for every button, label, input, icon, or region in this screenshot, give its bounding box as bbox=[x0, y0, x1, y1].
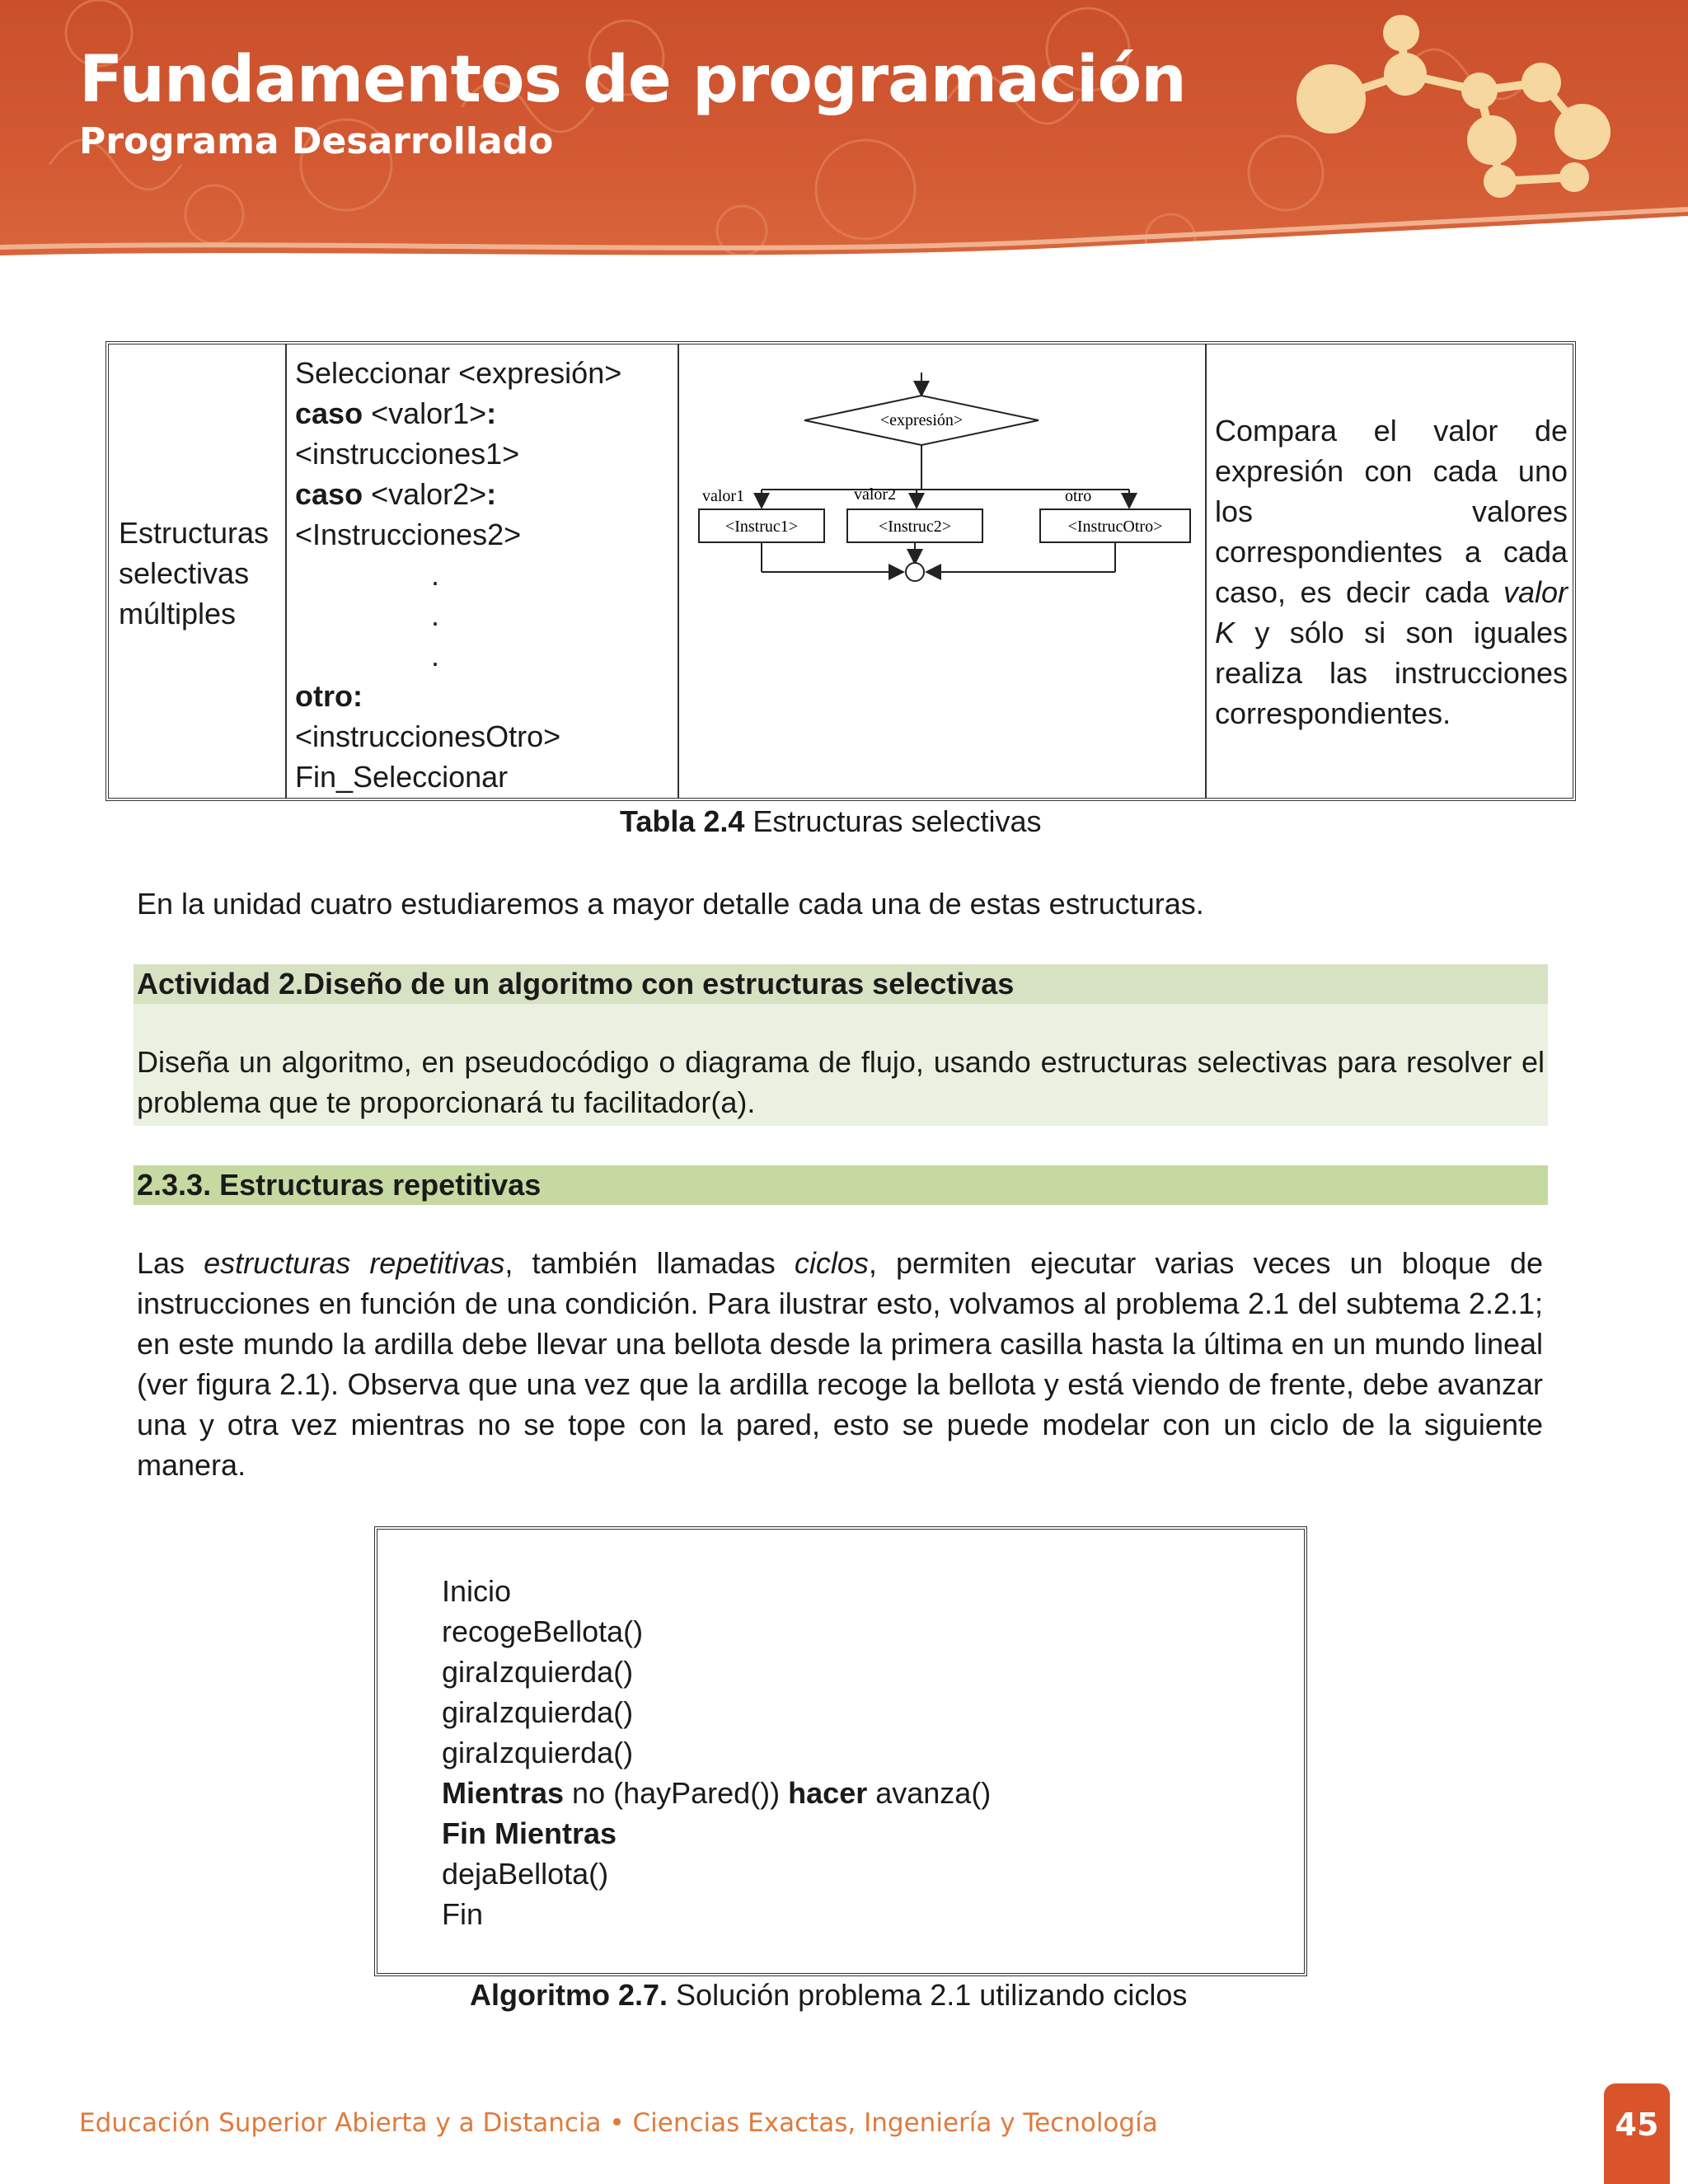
page-number: 45 bbox=[1615, 2107, 1659, 2143]
instruction-label: <Instruc1> bbox=[724, 518, 799, 536]
pseudo-dot: . bbox=[431, 558, 440, 592]
pseudo-line: <instruccionesOtro> bbox=[295, 719, 561, 753]
table-caption: Tabla 2.4 Estructuras selectivas bbox=[620, 804, 1042, 838]
footer-text: Educación Superior Abierta y a Distancia • Ciencias Exactas, Ingeniería y Tecnología bbox=[79, 2108, 1158, 2138]
table-cell-description bbox=[1207, 344, 1574, 798]
merge-node bbox=[906, 563, 924, 581]
algorithm-line: giraIzquierda() bbox=[442, 1736, 634, 1769]
activity-heading: Actividad 2.Diseño de un algoritmo con estructuras selectivas bbox=[134, 964, 1548, 1004]
section-heading: 2.3.3. Estructuras repetitivas bbox=[134, 1165, 1548, 1205]
cell-name-line: múltiples bbox=[119, 597, 237, 630]
molecule-icon bbox=[1296, 15, 1611, 198]
activity-body: Diseña un algoritmo, en pseudocódigo o diagrama de flujo, usando estructuras selectivas para resolver el problema que te proporcionará tu facilitador(a). bbox=[134, 1004, 1548, 1126]
table-cell-name bbox=[109, 344, 287, 798]
pseudo-line: Fin_Seleccionar bbox=[295, 760, 509, 794]
algorithm-line: dejaBellota() bbox=[442, 1857, 609, 1891]
pseudo-line: otro: bbox=[295, 679, 363, 713]
section-paragraph: Las estructuras repetitivas, también llamadas ciclos, permiten ejecutar varias veces un bloque de instrucciones en función de una condición. Para ilustrar esto, volvamos al problema 2.1 del subtema 2.2.1; en este mundo la ardilla debe llevar una bellota desde la primera casilla hasta la última en un mundo lineal (ver figura 2.1). Observa que una vez que la ardilla recoge la bellota y está viendo de frente, debe avanzar una y otra vez mientras no se tope con la pared, esto se puede modelar con un ciclo de la siguiente manera. bbox=[137, 1246, 1543, 1482]
algorithm-line: Mientras no (hayPared()) hacer avanza() bbox=[442, 1776, 992, 1810]
cell-name-line: Estructuras bbox=[119, 516, 270, 550]
selective-structures-table bbox=[106, 341, 1576, 801]
algorithm-line: Fin bbox=[442, 1897, 484, 1931]
branch-label: valor1 bbox=[702, 487, 745, 505]
document-title: Fundamentos de programación bbox=[79, 43, 1186, 117]
switch-flow-diagram bbox=[679, 344, 1205, 798]
pseudo-dot: . bbox=[431, 598, 440, 632]
table-cell-diagram bbox=[679, 344, 1207, 798]
pseudo-line: <Instrucciones2> bbox=[295, 518, 522, 551]
table-cell-pseudocode bbox=[287, 344, 679, 798]
header-banner bbox=[0, 0, 1688, 297]
algorithm-line: Inicio bbox=[442, 1574, 512, 1608]
instruction-label: <Instruc2> bbox=[878, 518, 952, 536]
algorithm-caption: Algoritmo 2.7. Solución problema 2.1 utilizando ciclos bbox=[470, 1978, 1188, 2012]
cell-name-line: selectivas bbox=[119, 556, 250, 590]
algorithm-line: giraIzquierda() bbox=[442, 1655, 634, 1689]
intro-paragraph: En la unidad cuatro estudiaremos a mayor detalle cada una de estas estructuras. bbox=[137, 887, 1204, 921]
description-text: Compara el valor de expresión con cada uno los valores correspondientes a cada caso, es decir cada valor K y sólo si son iguales realiza las instrucciones correspondientes. bbox=[1215, 414, 1568, 730]
branch-label: otro bbox=[1065, 487, 1092, 505]
algorithm-line: giraIzquierda() bbox=[442, 1695, 634, 1729]
branch-label: valor2 bbox=[854, 485, 897, 504]
algorithm-line: recogeBellota() bbox=[442, 1615, 644, 1648]
pseudo-line: caso <valor2>: bbox=[295, 477, 497, 511]
pseudo-line: caso <valor1>: bbox=[295, 396, 497, 430]
pseudo-line: <instrucciones1> bbox=[295, 437, 520, 471]
algorithm-box bbox=[374, 1526, 1307, 1976]
instruction-label: <InstrucOtro> bbox=[1067, 518, 1163, 536]
page-number-tab bbox=[1604, 2083, 1670, 2184]
pseudo-dot: . bbox=[431, 639, 440, 673]
pseudo-line: Seleccionar <expresión> bbox=[295, 356, 622, 390]
document-subtitle: Programa Desarrollado bbox=[79, 120, 554, 162]
algorithm-line: Fin Mientras bbox=[442, 1816, 617, 1850]
decision-label: <expresión> bbox=[879, 411, 964, 429]
